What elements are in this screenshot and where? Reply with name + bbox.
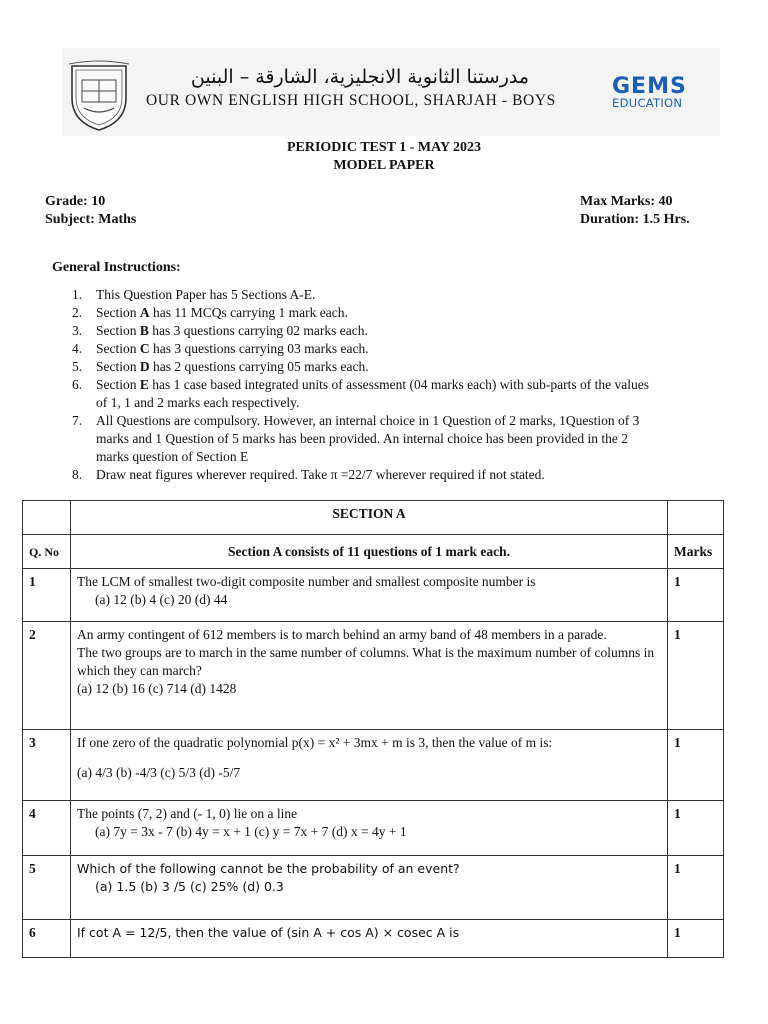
- question-text: Which of the following cannot be the probability of an event? (a) 1.5 (b) 3 /5 (c) 25% (d) 0.3: [71, 856, 668, 920]
- question-number: 4: [23, 801, 71, 856]
- table-row: [23, 920, 724, 958]
- question-text: If cot A = 12/5, then the value of (sin A + cos A) × cosec A is: [71, 920, 668, 958]
- school-crest-icon: [66, 60, 132, 132]
- question-text: If one zero of the quadratic polynomial p(x) = x² + 3mx + m is 3, then the value of m is: (a) 4/3 (b) -4/3 (c) 5/3 (d) -5/7: [71, 730, 668, 801]
- instruction-item: 1. This Question Paper has 5 Sections A-E.: [72, 287, 316, 302]
- school-name-arabic: مدرستنا الثانوية الانجليزية، الشارقة – البنين: [190, 66, 530, 88]
- question-marks: 1: [668, 856, 724, 920]
- question-text: The points (7, 2) and (- 1, 0) lie on a line (a) 7y = 3x - 7 (b) 4y = x + 1 (c) y = 7x + 7 (d) x = 4y + 1: [71, 801, 668, 856]
- max-marks-label: Max Marks: 40: [580, 194, 673, 209]
- question-marks: 1: [668, 730, 724, 801]
- instruction-item: 3. Section B has 3 questions carrying 02 marks each.: [72, 323, 368, 338]
- instruction-item: 2. Section A has 11 MCQs carrying 1 mark each.: [72, 305, 348, 320]
- question-options: (a) 12 (b) 16 (c) 714 (d) 1428: [77, 681, 237, 696]
- question-marks: 1: [668, 920, 724, 958]
- question-options: (a) 12 (b) 4 (c) 20 (d) 44: [95, 592, 228, 607]
- section-description: Section A consists of 11 questions of 1 mark each.: [71, 535, 668, 569]
- instruction-item: 5. Section D has 2 questions carrying 05 marks each.: [72, 359, 369, 374]
- question-text: The LCM of smallest two-digit composite number and smallest composite number is (a) 12 (b) 4 (c) 20 (d) 44: [71, 569, 668, 622]
- question-number: 6: [23, 920, 71, 958]
- table-row: [23, 730, 724, 801]
- instruction-item: 6. Section E has 1 case based integrated units of assessment (04 marks each) with sub-parts of the values of 1, 1 and 2 marks each respectively.: [72, 377, 649, 410]
- question-table: [22, 500, 724, 958]
- question-number: 5: [23, 856, 71, 920]
- qno-header: Q. No: [23, 535, 71, 569]
- marks-header: Marks: [668, 535, 724, 569]
- question-text: An army contingent of 612 members is to march behind an army band of 48 members in a parade. The two groups are to march in the same number of columns. What is the maximum number of columns in which they can march? (a) 12 (b) 16 (c) 714 (d) 1428: [71, 622, 668, 730]
- gems-logo-text: GEMS: [612, 74, 687, 99]
- duration-label: Duration: 1.5 Hrs.: [580, 212, 690, 227]
- gems-logo-subtext: EDUCATION: [612, 96, 683, 110]
- table-row: [23, 622, 724, 730]
- table-row: [23, 856, 724, 920]
- question-marks: 1: [668, 622, 724, 730]
- table-row: [23, 801, 724, 856]
- instruction-item: 7. All Questions are compulsory. However, an internal choice in 1 Question of 2 marks, 1Question of 3 marks and 1 Question of 5 marks has been provided. An internal choice has been provided in the 2 marks question of Section E: [72, 413, 640, 464]
- test-title: PERIODIC TEST 1 - MAY 2023: [286, 140, 482, 155]
- school-name: OUR OWN ENGLISH HIGH SCHOOL, SHARJAH - BOYS: [146, 92, 556, 109]
- table-row: [23, 569, 724, 622]
- section-title: SECTION A: [71, 501, 668, 535]
- grade-label: Grade: 10: [45, 194, 106, 209]
- instructions-heading: General Instructions:: [52, 260, 181, 275]
- subject-label: Subject: Maths: [45, 212, 137, 227]
- paper-subtitle: MODEL PAPER: [333, 158, 435, 173]
- question-marks: 1: [668, 569, 724, 622]
- question-number: 3: [23, 730, 71, 801]
- question-number: 2: [23, 622, 71, 730]
- question-options: (a) 1.5 (b) 3 /5 (c) 25% (d) 0.3: [95, 879, 284, 894]
- question-marks: 1: [668, 801, 724, 856]
- instruction-item: 4. Section C has 3 questions carrying 03 marks each.: [72, 341, 369, 356]
- question-options: (a) 7y = 3x - 7 (b) 4y = x + 1 (c) y = 7x + 7 (d) x = 4y + 1: [95, 824, 407, 839]
- instructions-list: [72, 286, 662, 484]
- question-number: 1: [23, 569, 71, 622]
- question-options: (a) 4/3 (b) -4/3 (c) 5/3 (d) -5/7: [77, 765, 241, 780]
- instruction-item: 8. Draw neat figures wherever required. Take π =22/7 wherever required if not stated.: [72, 467, 545, 482]
